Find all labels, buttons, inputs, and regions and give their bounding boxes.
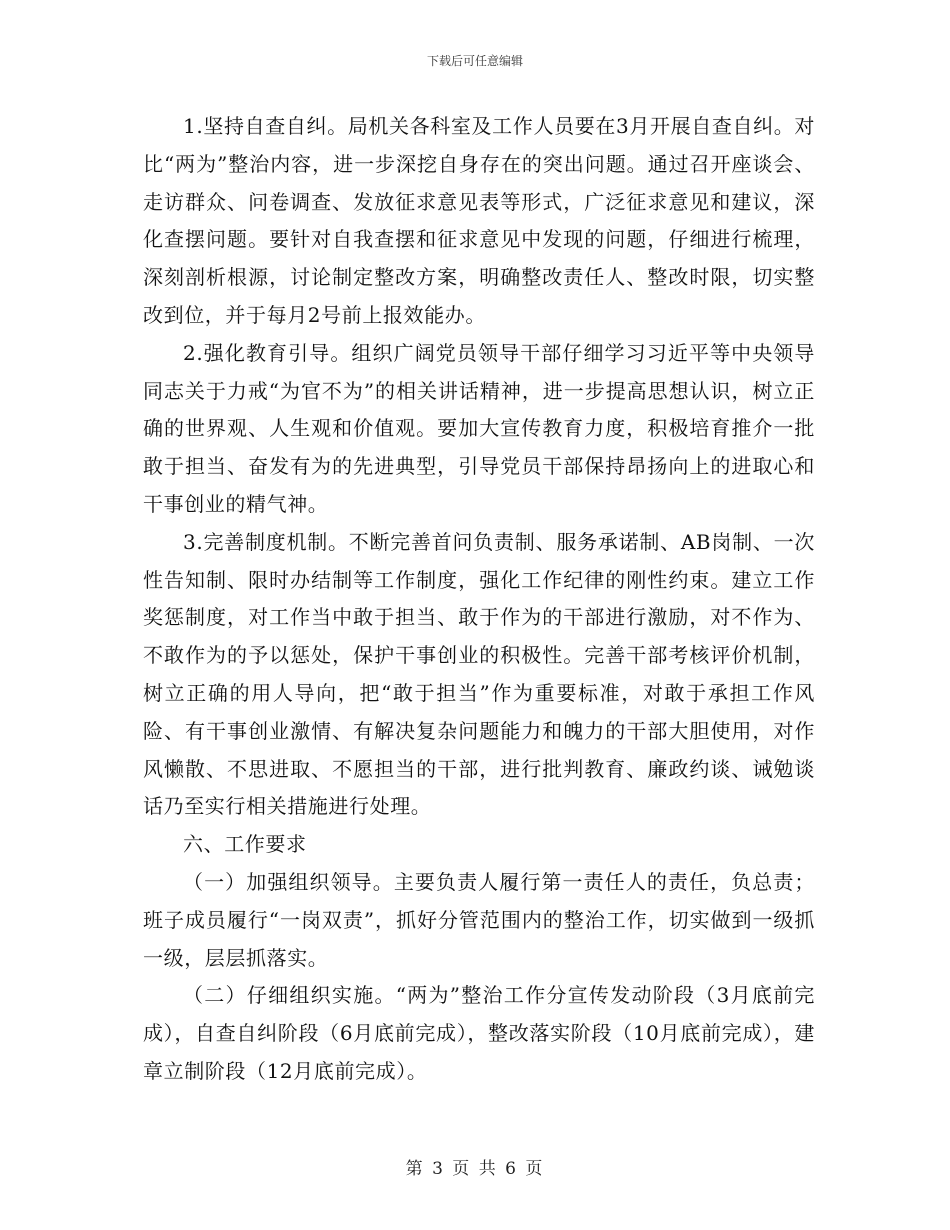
paragraph-self-inspection: 1.坚持自查自纠。局机关各科室及工作人员要在3月开展自查自纠。对比“两为”整治内容，进一步深挖自身存在的突出问题。通过召开座谈会、走访群众、问卷调查、发放征求意见表等形式，广泛征求意见和建议，深化查摆问题。要针对自我查摆和征求意见中发现的问题，仔细进行梳理，深刻剖析根源，讨论制定整改方案，明确整改责任人、整改时限，切实整改到位，并于每月2号前上报效能办。 <box>143 114 815 327</box>
section-heading-requirements: 六、工作要求 <box>183 832 307 857</box>
page-number: 第 3 页 共 6 页 <box>405 1159 545 1179</box>
document-body <box>143 108 815 1091</box>
page-header: 下载后可任意编辑 <box>426 54 523 68</box>
paragraph-institution: 3.完善制度机制。不断完善首问负责制、服务承诺制、AB岗制、一次性告知制、限时办结制等工作制度，强化工作纪律的刚性约束。建立工作奖惩制度，对工作当中敢于担当、敢于作为的干部进行激励，对不作为、不敢作为的予以惩处，保护干事创业的积极性。完善干部考核评价机制，树立正确的用人导向，把“敢于担当”作为重要标准，对敢于承担工作风险、有干事创业激情、有解决复杂问题能力和魄力的干部大胆使用，对作风懒散、不思进取、不愿担当的干部，进行批判教育、廉政约谈、诫勉谈话乃至实行相关措施进行处理。 <box>143 529 815 819</box>
paragraph-leadership: （一）加强组织领导。主要负责人履行第一责任人的责任，负总责；班子成员履行“一岗双责”，抓好分管范围内的整治工作，切实做到一级抓一级，层层抓落实。 <box>143 869 815 970</box>
paragraph-education: 2.强化教育引导。组织广阔党员领导干部仔细学习习近平等中央领导同志关于力戒“为官不为”的相关讲话精神，进一步提高思想认识，树立正确的世界观、人生观和价值观。要加大宣传教育力度，积极培育推介一批敢于担当、奋发有为的先进典型，引导党员干部保持昂扬向上的进取心和干事创业的精气神。 <box>143 340 815 516</box>
paragraph-implementation: （二）仔细组织实施。“两为”整治工作分宣传发动阶段（3月底前完成），自查自纠阶段（6月底前完成），整改落实阶段（10月底前完成），建章立制阶段（12月底前完成）。 <box>143 983 815 1083</box>
